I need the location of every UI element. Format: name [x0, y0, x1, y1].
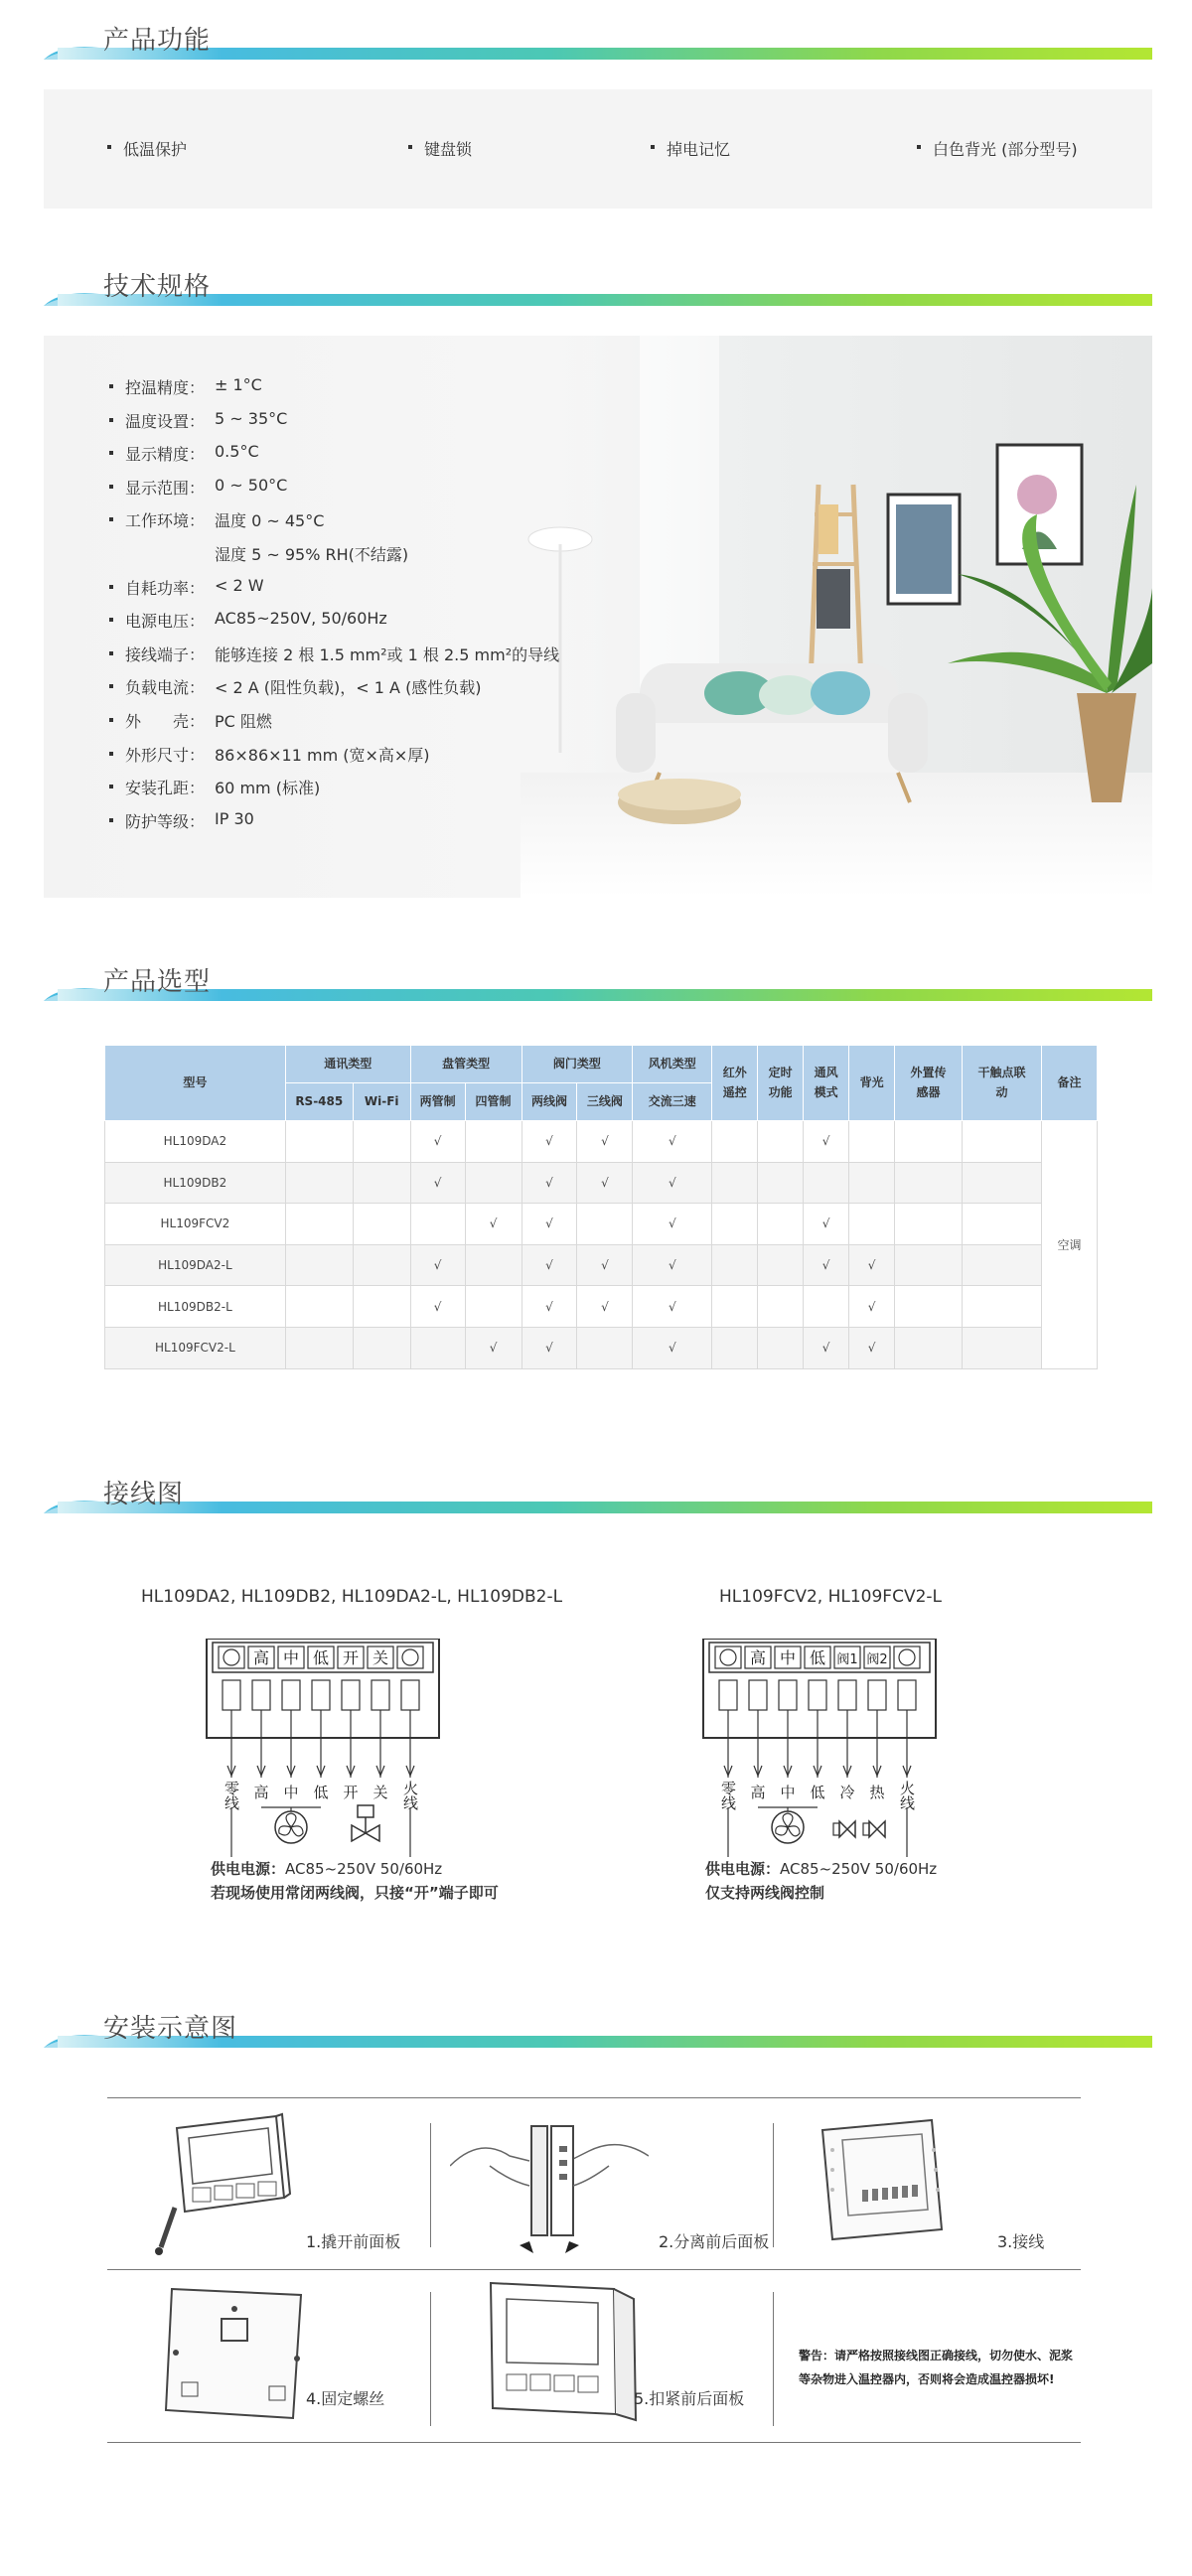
section-header-features	[44, 20, 1152, 60]
check-cell	[285, 1286, 353, 1328]
check-cell	[465, 1286, 522, 1328]
terminal-label: 阀2	[866, 1652, 888, 1667]
divider	[430, 2123, 431, 2247]
terminal-label: 中	[779, 1648, 797, 1667]
check-cell	[577, 1204, 633, 1245]
table-row	[105, 1162, 1098, 1204]
wire-label: 低	[810, 1784, 825, 1801]
header-cell: 干触点联动	[962, 1046, 1041, 1121]
terminal-label: 中	[282, 1648, 300, 1667]
header-sub: 三线阀	[577, 1083, 633, 1121]
install-warning: 警告：请严格按照接线图正确接线，切勿使水、泥浆等杂物进入温控器内，否则将会造成温控器损坏!	[799, 2349, 1074, 2386]
spec-value: 5 ~ 35°C	[215, 408, 288, 428]
step2-illustration	[450, 2106, 649, 2265]
check-cell: √	[577, 1162, 633, 1204]
check-cell	[353, 1162, 410, 1204]
check-cell	[285, 1204, 353, 1245]
spec-label: 安装孔距：	[125, 779, 206, 798]
spec-value: 86×86×11 mm (宽×高×厚)	[215, 745, 430, 765]
spec-label: 外 壳：	[125, 711, 206, 731]
check-cell	[804, 1286, 849, 1328]
check-cell	[465, 1162, 522, 1204]
section-header-specs	[44, 266, 1152, 306]
power-label: 供电电源：	[211, 1860, 286, 1878]
check-cell	[849, 1121, 895, 1163]
check-cell	[895, 1244, 963, 1286]
check-cell: √	[633, 1244, 712, 1286]
header-cell: 通风模式	[804, 1046, 849, 1121]
valve-actuator	[863, 1823, 869, 1835]
step1-illustration	[147, 2108, 316, 2257]
selection-table	[104, 1045, 1098, 1369]
check-cell: √	[522, 1121, 577, 1163]
spec-value: 60 mm (标准)	[215, 779, 321, 798]
wiring-caption-left	[211, 1857, 499, 1905]
check-cell: √	[577, 1244, 633, 1286]
terminal-label: 阀1	[836, 1652, 858, 1667]
check-cell	[353, 1204, 410, 1245]
spec-label: 工作环境：	[125, 511, 206, 531]
step-caption: 5.扣紧前后面板	[634, 2389, 745, 2408]
living-room-image	[521, 336, 1152, 898]
note-cell: 空调	[1041, 1121, 1097, 1369]
wiring-models-left: HL109DA2, HL109DB2, HL109DA2-L, HL109DB2-L	[141, 1587, 563, 1607]
check-cell	[353, 1244, 410, 1286]
check-cell	[465, 1121, 522, 1163]
screw-terminal	[372, 1680, 389, 1710]
section-header-install	[44, 2008, 1152, 2048]
check-cell	[758, 1204, 804, 1245]
terminal-label: 高	[252, 1648, 270, 1667]
check-cell	[962, 1244, 1041, 1286]
step-caption: 4.固定螺丝	[306, 2389, 385, 2408]
wire-label: 高	[253, 1784, 269, 1801]
step-caption: 3.接线	[997, 2232, 1045, 2251]
check-cell: √	[633, 1162, 712, 1204]
spec-label: 外形尺寸：	[125, 745, 206, 765]
check-cell: √	[633, 1204, 712, 1245]
section-header-selection	[44, 961, 1152, 1001]
spec-value: < 2 A (阻性负载)，< 1 A (感性负载)	[215, 678, 482, 698]
check-cell: √	[522, 1204, 577, 1245]
header-cell: 定时功能	[758, 1046, 804, 1121]
spec-value: < 2 W	[215, 575, 264, 595]
check-cell: √	[804, 1204, 849, 1245]
check-cell	[712, 1204, 758, 1245]
check-cell: √	[804, 1327, 849, 1368]
step3-illustration	[803, 2110, 971, 2249]
spec-value: 0.5°C	[215, 442, 259, 462]
model-cell: HL109FCV2	[105, 1204, 286, 1245]
title-underline	[58, 48, 1152, 60]
section-header-wiring	[44, 1474, 1152, 1513]
check-cell: √	[633, 1327, 712, 1368]
wire-label: 关	[372, 1784, 388, 1801]
wiring-models-right: HL109FCV2, HL109FCV2-L	[719, 1587, 943, 1607]
check-cell: √	[849, 1244, 895, 1286]
step-caption: 1.撬开前面板	[306, 2232, 401, 2251]
check-cell: √	[849, 1327, 895, 1368]
screw-terminal	[868, 1680, 886, 1710]
check-cell: √	[410, 1244, 465, 1286]
check-cell	[962, 1286, 1041, 1328]
table-row	[105, 1286, 1098, 1328]
model-cell: HL109DB2-L	[105, 1286, 286, 1328]
check-cell: √	[522, 1327, 577, 1368]
divider	[430, 2292, 431, 2426]
header-group: 通讯类型	[285, 1046, 410, 1083]
section-title: 技术规格	[103, 272, 212, 302]
wiring-note: 仅支持两线阀控制	[705, 1884, 825, 1902]
check-cell	[577, 1327, 633, 1368]
spec-label: 显示精度：	[125, 445, 206, 465]
wiring-caption-right	[705, 1857, 937, 1905]
check-cell: √	[465, 1204, 522, 1245]
title-underline	[58, 989, 1152, 1001]
check-cell	[758, 1162, 804, 1204]
valve-icon	[839, 1821, 855, 1837]
step5-illustration	[485, 2275, 644, 2424]
model-cell: HL109DB2	[105, 1162, 286, 1204]
header-sub: RS-485	[285, 1083, 353, 1121]
check-cell	[962, 1162, 1041, 1204]
check-cell	[895, 1204, 963, 1245]
check-cell	[962, 1204, 1041, 1245]
valve-actuator	[358, 1805, 373, 1817]
spec-label: 电源电压：	[125, 612, 206, 632]
spec-label: 负载电流：	[125, 678, 206, 698]
check-cell: √	[410, 1286, 465, 1328]
table-row	[105, 1121, 1098, 1163]
divider	[773, 2123, 774, 2247]
check-cell	[353, 1327, 410, 1368]
table-row	[105, 1244, 1098, 1286]
check-cell	[285, 1121, 353, 1163]
step-caption: 2.分离前后面板	[659, 2232, 770, 2251]
section-title: 产品选型	[103, 967, 212, 997]
terminal-label: 高	[749, 1648, 767, 1667]
feature-item: 白色背光 (部分型号)	[933, 137, 1078, 160]
spec-label: 温度设置：	[125, 411, 206, 431]
check-cell	[758, 1327, 804, 1368]
check-cell	[849, 1162, 895, 1204]
wiring-diagram-right	[675, 1639, 1073, 1887]
title-underline	[58, 1502, 1152, 1513]
check-cell: √	[804, 1121, 849, 1163]
spec-value: 能够连接 2 根 1.5 mm²或 1 根 2.5 mm²的导线	[215, 644, 560, 664]
screw-terminal	[342, 1680, 360, 1710]
spec-value: ± 1°C	[215, 375, 262, 394]
check-cell: √	[522, 1286, 577, 1328]
header-cell: 备注	[1041, 1046, 1097, 1121]
check-cell	[895, 1286, 963, 1328]
section-title: 产品功能	[103, 26, 212, 56]
check-cell: √	[633, 1121, 712, 1163]
screw-terminal	[223, 1680, 240, 1710]
spec-value: 温度 0 ~ 45°C	[215, 511, 325, 531]
check-cell	[895, 1162, 963, 1204]
header-cell: 外置传感器	[895, 1046, 963, 1121]
fan-blade	[279, 1813, 303, 1836]
wire-label: 零线	[719, 1781, 737, 1810]
model-cell: HL109DA2-L	[105, 1244, 286, 1286]
check-cell: √	[633, 1286, 712, 1328]
wiring-diagram-left	[179, 1639, 576, 1887]
wire-label: 火线	[898, 1781, 916, 1810]
title-underline	[58, 294, 1152, 306]
terminal-label: 关	[372, 1648, 389, 1667]
step4-illustration	[162, 2279, 321, 2428]
check-cell	[712, 1327, 758, 1368]
table-row	[105, 1204, 1098, 1245]
table-row	[105, 1327, 1098, 1368]
spec-value: PC 阻燃	[215, 711, 272, 731]
wire-label: 火线	[401, 1781, 419, 1810]
wire-label: 开	[343, 1784, 359, 1801]
model-cell: HL109DA2	[105, 1121, 286, 1163]
spec-value: IP 30	[215, 808, 254, 828]
screw-terminal	[898, 1680, 916, 1710]
feature-item: 掉电记忆	[667, 137, 730, 160]
wire-label: 低	[313, 1784, 329, 1801]
feature-item: 低温保护	[123, 137, 187, 160]
spec-value: 湿度 5 ~ 95% RH(不结露)	[215, 544, 409, 564]
terminal-label: 低	[312, 1648, 330, 1667]
check-cell	[353, 1121, 410, 1163]
check-cell	[895, 1121, 963, 1163]
check-cell: √	[577, 1286, 633, 1328]
check-cell	[285, 1244, 353, 1286]
wire-label: 中	[283, 1784, 299, 1801]
header-sub: 四管制	[465, 1083, 522, 1121]
header-group: 阀门类型	[522, 1046, 633, 1083]
check-cell	[712, 1244, 758, 1286]
check-cell	[285, 1162, 353, 1204]
section-title: 接线图	[103, 1480, 185, 1509]
header-group: 盘管类型	[410, 1046, 522, 1083]
check-cell	[962, 1121, 1041, 1163]
check-cell	[712, 1286, 758, 1328]
power-value: AC85~250V 50/60Hz	[285, 1860, 443, 1878]
screw-terminal	[401, 1680, 419, 1710]
header-sub: 两管制	[410, 1083, 465, 1121]
header-cell: 红外遥控	[712, 1046, 758, 1121]
specs-panel	[44, 336, 1152, 898]
divider	[773, 2292, 774, 2426]
check-cell	[285, 1327, 353, 1368]
wiring-note: 若现场使用常闭两线阀，只接“开”端子即可	[211, 1884, 499, 1902]
check-cell	[410, 1204, 465, 1245]
screw-terminal	[779, 1680, 797, 1710]
check-cell	[712, 1121, 758, 1163]
check-cell	[758, 1121, 804, 1163]
wire-label: 零线	[223, 1781, 240, 1810]
header-model: 型号	[105, 1046, 286, 1121]
spec-value: 0 ~ 50°C	[215, 475, 288, 495]
model-cell: HL109FCV2-L	[105, 1327, 286, 1368]
header-sub: 交流三速	[633, 1083, 712, 1121]
check-cell	[895, 1327, 963, 1368]
feature-item: 键盘锁	[424, 137, 472, 160]
wire-label: 热	[869, 1784, 885, 1801]
screw-terminal	[838, 1680, 856, 1710]
section-title: 安装示意图	[103, 2014, 238, 2044]
check-cell: √	[804, 1244, 849, 1286]
power-label: 供电电源：	[705, 1860, 781, 1878]
check-cell: √	[577, 1121, 633, 1163]
check-cell: √	[410, 1162, 465, 1204]
screw-terminal	[252, 1680, 270, 1710]
check-cell	[712, 1162, 758, 1204]
check-cell	[353, 1286, 410, 1328]
valve-actuator	[833, 1823, 839, 1835]
header-group: 风机类型	[633, 1046, 712, 1083]
check-cell: √	[410, 1121, 465, 1163]
terminal-label: 开	[342, 1648, 360, 1667]
spec-label: 显示范围：	[125, 478, 206, 498]
spec-value: AC85~250V, 50/60Hz	[215, 609, 387, 629]
screw-terminal	[312, 1680, 330, 1710]
wire-label: 中	[780, 1784, 796, 1801]
check-cell	[410, 1327, 465, 1368]
valve-icon	[869, 1821, 885, 1837]
power-value: AC85~250V 50/60Hz	[780, 1860, 938, 1878]
check-cell	[758, 1244, 804, 1286]
check-cell	[849, 1204, 895, 1245]
header-sub: 两线阀	[522, 1083, 577, 1121]
check-cell: √	[522, 1162, 577, 1204]
divider	[107, 2269, 1081, 2270]
screw-terminal	[282, 1680, 300, 1710]
spec-label: 防护等级：	[125, 811, 206, 831]
check-cell: √	[465, 1327, 522, 1368]
features-panel	[44, 89, 1152, 209]
spec-label: 自耗功率：	[125, 578, 206, 598]
check-cell	[758, 1286, 804, 1328]
check-cell	[962, 1327, 1041, 1368]
screw-terminal	[809, 1680, 826, 1710]
check-cell	[804, 1162, 849, 1204]
check-cell: √	[522, 1244, 577, 1286]
check-cell: √	[849, 1286, 895, 1328]
spec-label: 接线端子：	[125, 644, 206, 664]
wire-label: 冷	[839, 1784, 855, 1801]
screw-terminal	[719, 1680, 737, 1710]
terminal-label: 低	[809, 1648, 826, 1667]
spec-label: 控温精度：	[125, 378, 206, 397]
wire-label: 高	[750, 1784, 766, 1801]
header-sub: Wi-Fi	[353, 1083, 410, 1121]
screw-terminal	[749, 1680, 767, 1710]
check-cell	[465, 1244, 522, 1286]
header-cell: 背光	[849, 1046, 895, 1121]
fan-blade	[776, 1813, 800, 1836]
